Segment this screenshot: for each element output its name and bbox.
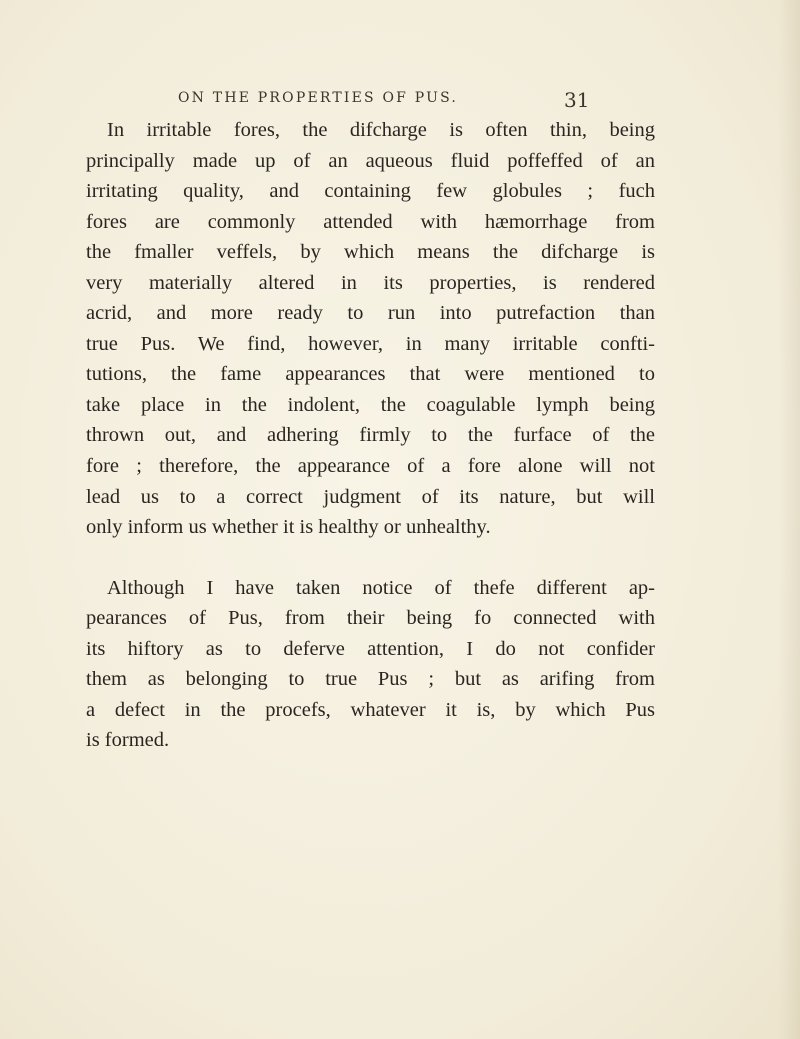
text-line: principally made up of an aqueous fluid poffeffed of an	[86, 149, 655, 172]
paragraph-2	[86, 573, 655, 756]
text-line: thrown out, and adhering firmly to the furface of the	[86, 424, 655, 447]
running-head	[0, 88, 800, 112]
body-text	[86, 115, 655, 756]
text-line: tutions, the fame appearances that were mentioned to	[86, 363, 655, 386]
text-line: Although I have taken notice of thefe different ap-	[107, 576, 655, 599]
text-line: fores are commonly attended with hæmorrhage from	[86, 210, 655, 233]
text-line: acrid, and more ready to run into putrefaction than	[86, 302, 655, 325]
text-line: In irritable fores, the difcharge is often thin, being	[107, 119, 655, 141]
text-line: lead us to a correct judgment of its nature, but will	[86, 485, 655, 508]
text-line: irritating quality, and containing few globules ; fuch	[86, 180, 655, 203]
text-line: fore ; therefore, the appearance of a fore alone will not	[86, 455, 655, 478]
page-number: 31	[564, 88, 590, 112]
text-line: a defect in the procefs, whatever it is, by which Pus	[86, 698, 655, 721]
paragraph-1	[86, 115, 655, 543]
text-line: is formed.	[86, 729, 170, 752]
text-line: the fmaller veffels, by which means the difcharge is	[86, 241, 655, 264]
paragraph-gap	[86, 543, 655, 573]
text-line: take place in the indolent, the coagulable lymph being	[86, 393, 655, 416]
text-line: its hiftory as to deferve attention, I do not confider	[86, 637, 655, 660]
text-line: very materially altered in its properties, is rendered	[86, 271, 655, 294]
page-edge-shadow	[778, 0, 800, 1039]
text-line: them as belonging to true Pus ; but as arifing from	[86, 668, 655, 691]
running-title: ON THE PROPERTIES OF PUS.	[178, 90, 459, 106]
text-line: only inform us whether it is healthy or unhealthy.	[86, 516, 491, 539]
text-line: true Pus. We find, however, in many irritable confti-	[86, 332, 655, 355]
text-line: pearances of Pus, from their being fo connected with	[86, 607, 655, 630]
